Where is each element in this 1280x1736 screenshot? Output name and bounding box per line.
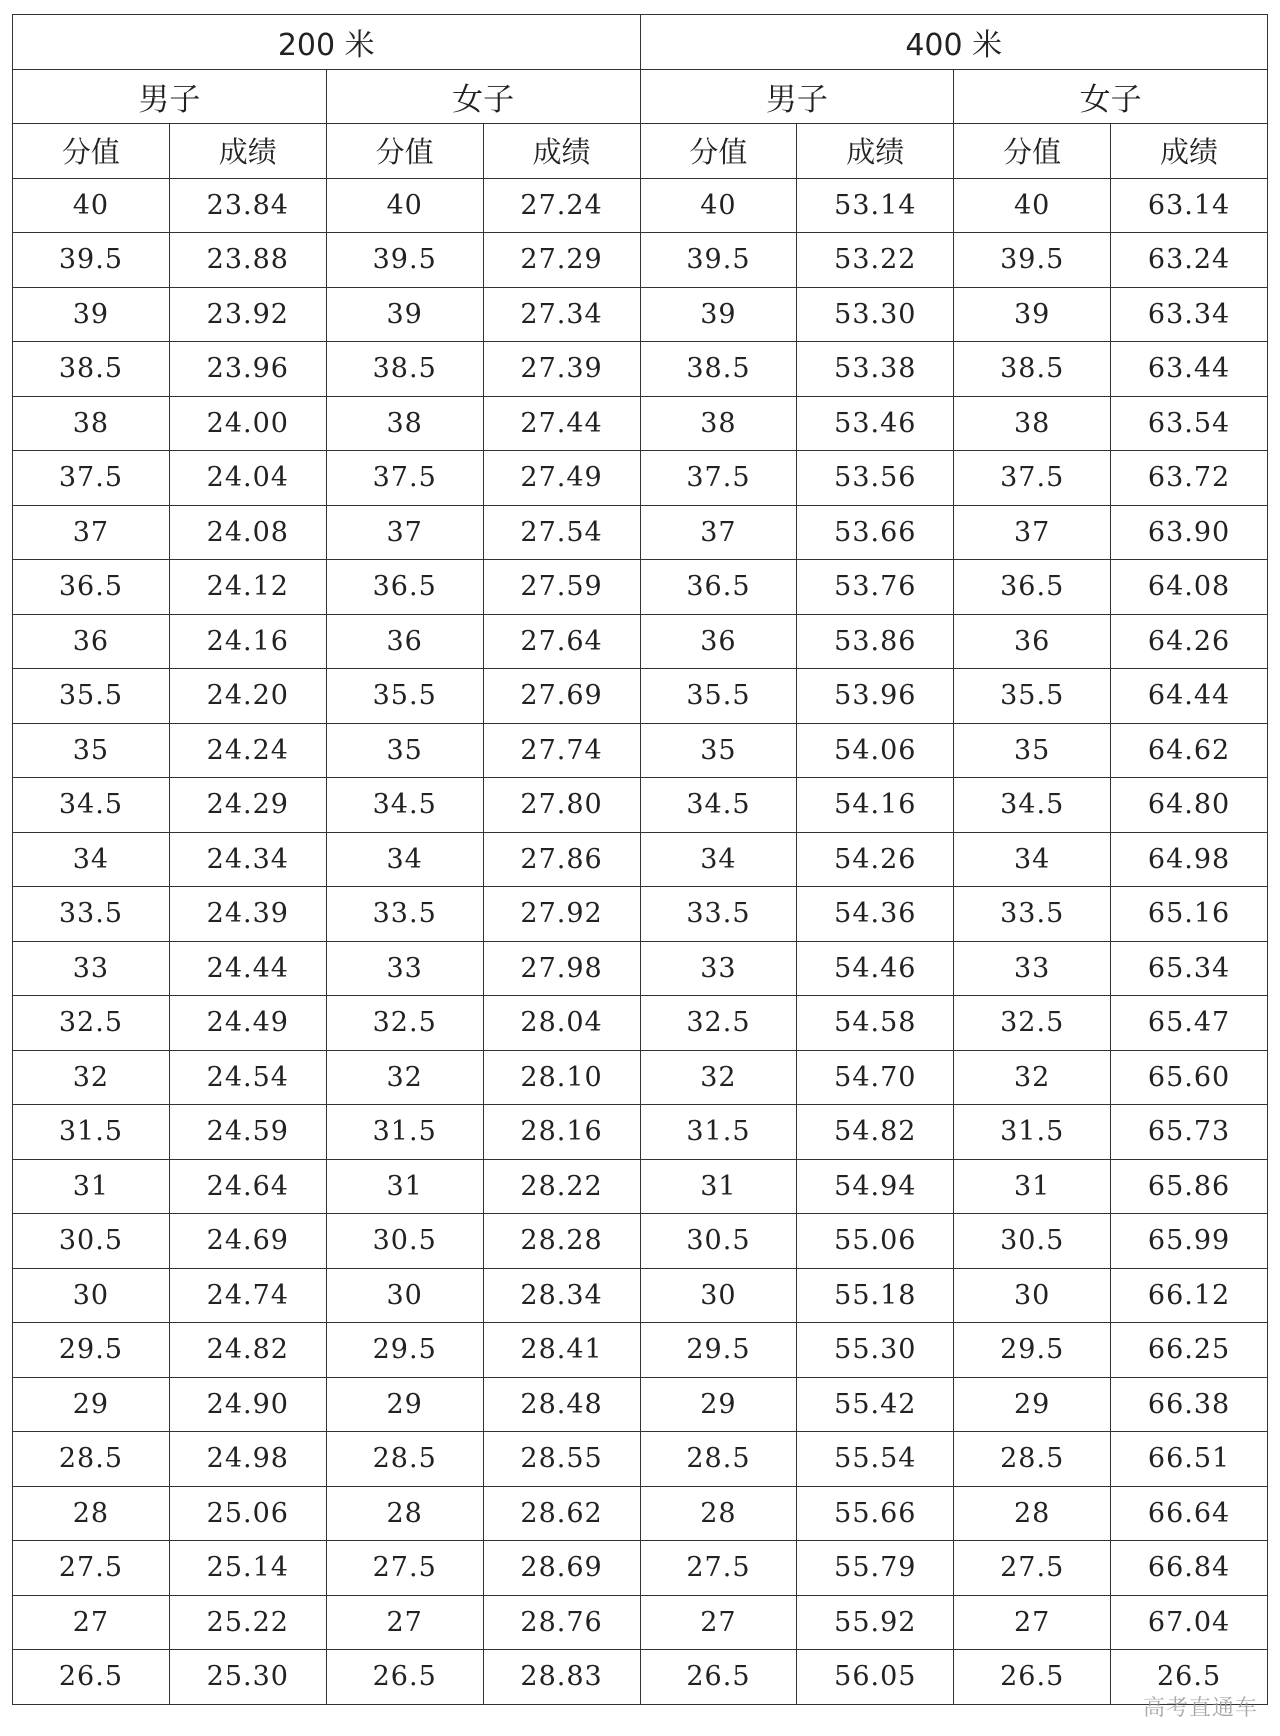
cell-400m-male-score: 33 <box>640 941 797 996</box>
cell-400m-female-score: 37.5 <box>954 451 1111 506</box>
cell-400m-female-score: 28 <box>954 1486 1111 1541</box>
watermark: 高考直通车 <box>1142 1696 1258 1721</box>
table-row <box>13 287 1268 342</box>
table-row <box>13 778 1268 833</box>
cell-400m-female-result: 65.86 <box>1111 1159 1268 1214</box>
cell-400m-female-result: 64.62 <box>1111 723 1268 778</box>
cell-200m-female-result: 28.22 <box>483 1159 640 1214</box>
cell-200m-female-result: 28.28 <box>483 1214 640 1269</box>
cell-400m-male-score: 38.5 <box>640 342 797 397</box>
cell-400m-male-result: 54.70 <box>797 1050 954 1105</box>
column-header-score: 分值 <box>954 124 1111 179</box>
cell-400m-male-result: 53.66 <box>797 505 954 560</box>
cell-400m-female-score: 27 <box>954 1595 1111 1650</box>
cell-200m-male-score: 38 <box>13 396 170 451</box>
table-row <box>13 1432 1268 1487</box>
cell-400m-female-score: 39 <box>954 287 1111 342</box>
cell-200m-male-score: 31 <box>13 1159 170 1214</box>
table-row <box>13 342 1268 397</box>
gender-header-400m-male: 男子 <box>640 69 954 124</box>
cell-200m-female-result: 28.34 <box>483 1268 640 1323</box>
cell-200m-male-score: 39.5 <box>13 233 170 288</box>
cell-200m-male-score: 28 <box>13 1486 170 1541</box>
cell-400m-male-score: 34.5 <box>640 778 797 833</box>
cell-200m-male-score: 38.5 <box>13 342 170 397</box>
table-row <box>13 1323 1268 1378</box>
cell-400m-male-result: 55.30 <box>797 1323 954 1378</box>
cell-400m-female-result: 64.44 <box>1111 669 1268 724</box>
cell-200m-male-result: 24.24 <box>169 723 326 778</box>
cell-200m-female-score: 30.5 <box>326 1214 483 1269</box>
cell-400m-female-score: 29.5 <box>954 1323 1111 1378</box>
cell-200m-male-result: 24.64 <box>169 1159 326 1214</box>
cell-200m-female-result: 27.44 <box>483 396 640 451</box>
cell-400m-male-result: 55.92 <box>797 1595 954 1650</box>
cell-200m-male-result: 24.20 <box>169 669 326 724</box>
cell-400m-female-score: 32 <box>954 1050 1111 1105</box>
cell-200m-male-result: 24.82 <box>169 1323 326 1378</box>
event-header-row <box>13 15 1268 70</box>
cell-400m-male-result: 55.06 <box>797 1214 954 1269</box>
cell-200m-male-result: 24.08 <box>169 505 326 560</box>
cell-400m-male-result: 56.05 <box>797 1650 954 1705</box>
table-row <box>13 1595 1268 1650</box>
cell-200m-female-score: 35.5 <box>326 669 483 724</box>
event-header-200m: 200 米 <box>13 15 641 70</box>
cell-200m-female-result: 27.86 <box>483 832 640 887</box>
cell-400m-male-score: 36.5 <box>640 560 797 615</box>
cell-200m-female-result: 27.29 <box>483 233 640 288</box>
cell-200m-male-score: 31.5 <box>13 1105 170 1160</box>
table-body <box>13 178 1268 1704</box>
cell-400m-male-result: 54.16 <box>797 778 954 833</box>
cell-400m-male-score: 35 <box>640 723 797 778</box>
cell-200m-male-score: 40 <box>13 178 170 233</box>
cell-400m-female-score: 38.5 <box>954 342 1111 397</box>
cell-400m-female-score: 36 <box>954 614 1111 669</box>
cell-200m-female-result: 27.34 <box>483 287 640 342</box>
cell-200m-male-result: 24.00 <box>169 396 326 451</box>
table-row <box>13 1105 1268 1160</box>
cell-400m-female-result: 63.90 <box>1111 505 1268 560</box>
cell-400m-female-score: 28.5 <box>954 1432 1111 1487</box>
column-header-score: 分值 <box>326 124 483 179</box>
cell-400m-female-score: 40 <box>954 178 1111 233</box>
table-row <box>13 1486 1268 1541</box>
cell-400m-male-score: 36 <box>640 614 797 669</box>
cell-200m-male-score: 30.5 <box>13 1214 170 1269</box>
cell-400m-female-result: 65.47 <box>1111 996 1268 1051</box>
cell-200m-male-score: 29 <box>13 1377 170 1432</box>
cell-400m-male-score: 37.5 <box>640 451 797 506</box>
cell-200m-female-score: 31 <box>326 1159 483 1214</box>
cell-400m-female-score: 31 <box>954 1159 1111 1214</box>
cell-200m-female-result: 27.64 <box>483 614 640 669</box>
cell-400m-male-score: 28 <box>640 1486 797 1541</box>
cell-200m-male-score: 33 <box>13 941 170 996</box>
table-row <box>13 560 1268 615</box>
cell-200m-male-score: 35.5 <box>13 669 170 724</box>
cell-400m-female-result: 63.44 <box>1111 342 1268 397</box>
cell-400m-female-result: 65.16 <box>1111 887 1268 942</box>
cell-200m-female-result: 27.59 <box>483 560 640 615</box>
cell-400m-male-score: 38 <box>640 396 797 451</box>
cell-400m-male-score: 35.5 <box>640 669 797 724</box>
cell-200m-male-score: 29.5 <box>13 1323 170 1378</box>
cell-200m-female-score: 28.5 <box>326 1432 483 1487</box>
cell-200m-female-result: 27.54 <box>483 505 640 560</box>
event-header-400m: 400 米 <box>640 15 1268 70</box>
column-header-row <box>13 124 1268 179</box>
cell-400m-female-result: 66.25 <box>1111 1323 1268 1378</box>
table-row <box>13 996 1268 1051</box>
cell-400m-female-score: 37 <box>954 505 1111 560</box>
cell-400m-male-score: 30.5 <box>640 1214 797 1269</box>
cell-200m-female-score: 38 <box>326 396 483 451</box>
cell-400m-female-score: 30 <box>954 1268 1111 1323</box>
cell-400m-male-result: 54.94 <box>797 1159 954 1214</box>
table-row <box>13 723 1268 778</box>
cell-400m-male-score: 32 <box>640 1050 797 1105</box>
cell-200m-female-score: 27.5 <box>326 1541 483 1596</box>
cell-400m-female-result: 65.60 <box>1111 1050 1268 1105</box>
cell-200m-male-score: 37 <box>13 505 170 560</box>
cell-400m-male-score: 27 <box>640 1595 797 1650</box>
table-row <box>13 1541 1268 1596</box>
cell-200m-male-score: 32.5 <box>13 996 170 1051</box>
cell-400m-female-result: 66.64 <box>1111 1486 1268 1541</box>
cell-400m-female-result: 64.80 <box>1111 778 1268 833</box>
cell-200m-female-result: 27.24 <box>483 178 640 233</box>
cell-400m-male-result: 54.46 <box>797 941 954 996</box>
column-header-score: 分值 <box>13 124 170 179</box>
cell-200m-female-result: 27.74 <box>483 723 640 778</box>
cell-400m-female-score: 30.5 <box>954 1214 1111 1269</box>
cell-200m-male-result: 25.22 <box>169 1595 326 1650</box>
cell-400m-male-score: 31 <box>640 1159 797 1214</box>
gender-header-400m-female: 女子 <box>954 69 1268 124</box>
cell-400m-female-score: 33 <box>954 941 1111 996</box>
cell-400m-male-score: 28.5 <box>640 1432 797 1487</box>
table-row <box>13 1050 1268 1105</box>
cell-400m-male-result: 53.14 <box>797 178 954 233</box>
cell-200m-female-score: 29 <box>326 1377 483 1432</box>
cell-200m-male-result: 24.04 <box>169 451 326 506</box>
table-row <box>13 1214 1268 1269</box>
cell-400m-female-result: 66.12 <box>1111 1268 1268 1323</box>
cell-400m-female-result: 66.84 <box>1111 1541 1268 1596</box>
cell-200m-male-score: 30 <box>13 1268 170 1323</box>
cell-200m-female-result: 27.98 <box>483 941 640 996</box>
cell-200m-male-score: 39 <box>13 287 170 342</box>
cell-400m-male-score: 34 <box>640 832 797 887</box>
cell-400m-male-result: 53.46 <box>797 396 954 451</box>
cell-200m-male-result: 24.12 <box>169 560 326 615</box>
cell-200m-female-result: 28.76 <box>483 1595 640 1650</box>
cell-200m-male-score: 36 <box>13 614 170 669</box>
cell-400m-male-result: 54.36 <box>797 887 954 942</box>
cell-400m-male-score: 37 <box>640 505 797 560</box>
cell-200m-male-result: 23.92 <box>169 287 326 342</box>
cell-400m-male-score: 40 <box>640 178 797 233</box>
cell-200m-female-result: 28.04 <box>483 996 640 1051</box>
cell-200m-female-score: 29.5 <box>326 1323 483 1378</box>
column-header-score: 分值 <box>640 124 797 179</box>
cell-200m-male-result: 24.54 <box>169 1050 326 1105</box>
cell-200m-male-score: 26.5 <box>13 1650 170 1705</box>
table-row <box>13 178 1268 233</box>
cell-200m-male-result: 24.90 <box>169 1377 326 1432</box>
cell-400m-male-score: 31.5 <box>640 1105 797 1160</box>
cell-200m-female-score: 33 <box>326 941 483 996</box>
cell-400m-female-score: 27.5 <box>954 1541 1111 1596</box>
cell-200m-male-score: 37.5 <box>13 451 170 506</box>
cell-200m-male-result: 24.39 <box>169 887 326 942</box>
cell-200m-male-result: 23.96 <box>169 342 326 397</box>
cell-400m-male-result: 53.56 <box>797 451 954 506</box>
table-row <box>13 233 1268 288</box>
gender-header-row <box>13 69 1268 124</box>
cell-400m-female-result: 64.08 <box>1111 560 1268 615</box>
cell-400m-female-score: 31.5 <box>954 1105 1111 1160</box>
cell-400m-female-score: 34 <box>954 832 1111 887</box>
cell-400m-female-score: 35.5 <box>954 669 1111 724</box>
cell-400m-female-result: 63.72 <box>1111 451 1268 506</box>
cell-200m-male-result: 24.49 <box>169 996 326 1051</box>
cell-400m-male-result: 53.38 <box>797 342 954 397</box>
cell-200m-female-result: 28.10 <box>483 1050 640 1105</box>
cell-200m-male-result: 24.59 <box>169 1105 326 1160</box>
cell-400m-male-result: 55.18 <box>797 1268 954 1323</box>
cell-400m-male-result: 55.66 <box>797 1486 954 1541</box>
cell-400m-female-result: 26.5 <box>1111 1650 1268 1705</box>
cell-200m-female-result: 28.83 <box>483 1650 640 1705</box>
cell-400m-female-score: 36.5 <box>954 560 1111 615</box>
column-header-result: 成绩 <box>483 124 640 179</box>
cell-400m-male-result: 54.58 <box>797 996 954 1051</box>
cell-400m-male-result: 55.79 <box>797 1541 954 1596</box>
score-table <box>12 14 1268 1705</box>
cell-400m-female-result: 67.04 <box>1111 1595 1268 1650</box>
cell-400m-female-score: 38 <box>954 396 1111 451</box>
cell-400m-female-score: 32.5 <box>954 996 1111 1051</box>
cell-200m-female-score: 35 <box>326 723 483 778</box>
cell-400m-male-result: 53.86 <box>797 614 954 669</box>
cell-200m-female-score: 27 <box>326 1595 483 1650</box>
cell-200m-female-score: 37.5 <box>326 451 483 506</box>
cell-400m-female-score: 34.5 <box>954 778 1111 833</box>
cell-200m-male-score: 34 <box>13 832 170 887</box>
table-row <box>13 396 1268 451</box>
cell-400m-female-result: 64.26 <box>1111 614 1268 669</box>
cell-400m-female-score: 39.5 <box>954 233 1111 288</box>
cell-200m-female-result: 28.16 <box>483 1105 640 1160</box>
cell-200m-male-result: 25.14 <box>169 1541 326 1596</box>
cell-400m-female-result: 65.34 <box>1111 941 1268 996</box>
cell-400m-male-result: 55.42 <box>797 1377 954 1432</box>
cell-200m-male-score: 36.5 <box>13 560 170 615</box>
cell-200m-male-result: 24.44 <box>169 941 326 996</box>
table-row <box>13 887 1268 942</box>
cell-200m-female-score: 26.5 <box>326 1650 483 1705</box>
cell-200m-male-score: 28.5 <box>13 1432 170 1487</box>
cell-200m-female-result: 28.62 <box>483 1486 640 1541</box>
cell-200m-female-score: 40 <box>326 178 483 233</box>
cell-200m-female-score: 31.5 <box>326 1105 483 1160</box>
cell-400m-male-result: 54.26 <box>797 832 954 887</box>
table-row <box>13 614 1268 669</box>
table-row <box>13 1159 1268 1214</box>
cell-200m-female-score: 38.5 <box>326 342 483 397</box>
cell-200m-female-score: 39 <box>326 287 483 342</box>
cell-200m-female-result: 27.39 <box>483 342 640 397</box>
cell-400m-female-score: 33.5 <box>954 887 1111 942</box>
cell-200m-female-score: 33.5 <box>326 887 483 942</box>
cell-400m-female-result: 63.14 <box>1111 178 1268 233</box>
cell-400m-male-result: 53.22 <box>797 233 954 288</box>
cell-200m-female-result: 28.55 <box>483 1432 640 1487</box>
cell-200m-female-score: 28 <box>326 1486 483 1541</box>
cell-200m-female-result: 27.49 <box>483 451 640 506</box>
cell-400m-female-result: 63.54 <box>1111 396 1268 451</box>
cell-200m-female-result: 28.41 <box>483 1323 640 1378</box>
cell-200m-female-result: 28.69 <box>483 1541 640 1596</box>
cell-400m-female-result: 65.99 <box>1111 1214 1268 1269</box>
cell-400m-male-result: 53.76 <box>797 560 954 615</box>
cell-200m-female-score: 36 <box>326 614 483 669</box>
cell-400m-male-score: 32.5 <box>640 996 797 1051</box>
table-row <box>13 1650 1268 1705</box>
cell-200m-male-score: 33.5 <box>13 887 170 942</box>
cell-400m-male-score: 30 <box>640 1268 797 1323</box>
cell-400m-female-score: 35 <box>954 723 1111 778</box>
cell-400m-male-result: 54.82 <box>797 1105 954 1160</box>
cell-200m-male-score: 27 <box>13 1595 170 1650</box>
cell-400m-female-result: 66.38 <box>1111 1377 1268 1432</box>
cell-200m-female-result: 27.92 <box>483 887 640 942</box>
cell-200m-female-score: 37 <box>326 505 483 560</box>
cell-200m-male-score: 35 <box>13 723 170 778</box>
cell-400m-female-score: 29 <box>954 1377 1111 1432</box>
cell-400m-male-result: 54.06 <box>797 723 954 778</box>
table-row <box>13 1377 1268 1432</box>
cell-400m-male-score: 29 <box>640 1377 797 1432</box>
cell-400m-male-score: 26.5 <box>640 1650 797 1705</box>
cell-200m-male-score: 34.5 <box>13 778 170 833</box>
cell-400m-male-score: 33.5 <box>640 887 797 942</box>
table-row <box>13 505 1268 560</box>
cell-200m-male-result: 24.34 <box>169 832 326 887</box>
cell-200m-female-score: 30 <box>326 1268 483 1323</box>
cell-200m-male-result: 23.88 <box>169 233 326 288</box>
cell-200m-male-result: 25.30 <box>169 1650 326 1705</box>
cell-200m-female-score: 36.5 <box>326 560 483 615</box>
cell-400m-female-score: 26.5 <box>954 1650 1111 1705</box>
cell-200m-male-score: 27.5 <box>13 1541 170 1596</box>
cell-400m-male-score: 39 <box>640 287 797 342</box>
cell-200m-male-result: 24.98 <box>169 1432 326 1487</box>
cell-400m-female-result: 66.51 <box>1111 1432 1268 1487</box>
cell-200m-female-result: 27.80 <box>483 778 640 833</box>
table-row <box>13 941 1268 996</box>
cell-400m-female-result: 64.98 <box>1111 832 1268 887</box>
gender-header-200m-female: 女子 <box>326 69 640 124</box>
cell-200m-female-score: 32 <box>326 1050 483 1105</box>
cell-200m-male-result: 23.84 <box>169 178 326 233</box>
cell-400m-male-result: 53.30 <box>797 287 954 342</box>
column-header-result: 成绩 <box>797 124 954 179</box>
table-row <box>13 669 1268 724</box>
column-header-result: 成绩 <box>1111 124 1268 179</box>
cell-200m-male-result: 25.06 <box>169 1486 326 1541</box>
cell-200m-male-result: 24.74 <box>169 1268 326 1323</box>
cell-200m-male-score: 32 <box>13 1050 170 1105</box>
cell-400m-female-result: 63.34 <box>1111 287 1268 342</box>
gender-header-200m-male: 男子 <box>13 69 327 124</box>
cell-200m-male-result: 24.16 <box>169 614 326 669</box>
cell-400m-male-result: 55.54 <box>797 1432 954 1487</box>
table-header <box>13 15 1268 179</box>
cell-400m-female-result: 65.73 <box>1111 1105 1268 1160</box>
cell-200m-male-result: 24.69 <box>169 1214 326 1269</box>
cell-200m-male-result: 24.29 <box>169 778 326 833</box>
cell-200m-female-result: 27.69 <box>483 669 640 724</box>
table-row <box>13 832 1268 887</box>
table-row <box>13 1268 1268 1323</box>
cell-400m-female-result: 63.24 <box>1111 233 1268 288</box>
cell-200m-female-score: 34.5 <box>326 778 483 833</box>
cell-400m-male-result: 53.96 <box>797 669 954 724</box>
cell-200m-female-result: 28.48 <box>483 1377 640 1432</box>
cell-400m-male-score: 27.5 <box>640 1541 797 1596</box>
cell-200m-female-score: 32.5 <box>326 996 483 1051</box>
cell-200m-female-score: 34 <box>326 832 483 887</box>
table-row <box>13 451 1268 506</box>
cell-400m-male-score: 29.5 <box>640 1323 797 1378</box>
cell-200m-female-score: 39.5 <box>326 233 483 288</box>
column-header-result: 成绩 <box>169 124 326 179</box>
cell-400m-male-score: 39.5 <box>640 233 797 288</box>
